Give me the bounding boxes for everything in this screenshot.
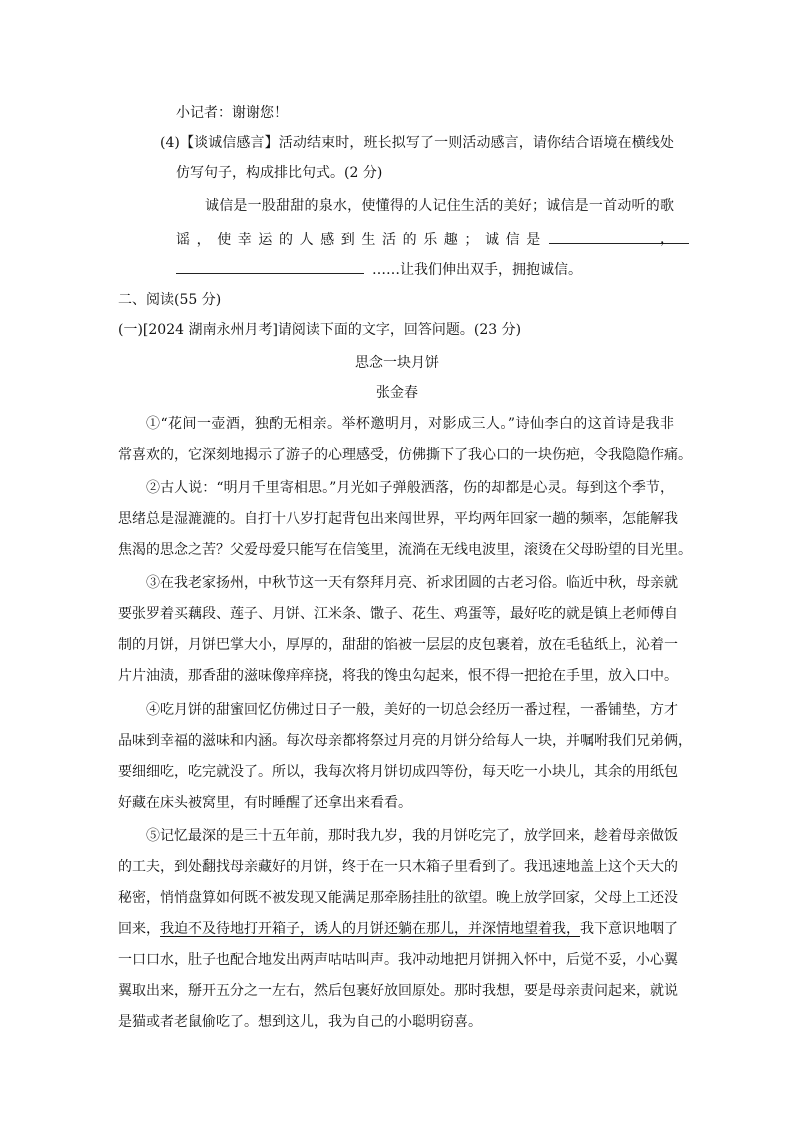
article-line: 片片油渍，那香甜的滋味像痒痒挠，将我的馋虫勾起来，恨不得一把抢在手里，放入口中。	[118, 668, 678, 684]
question4-answer-line3	[176, 259, 582, 280]
article-line: 好藏在床头被窝里，有时睡醒了还拿出来看看。	[118, 795, 412, 811]
question4-answer-line1: 诚信是一股甜甜的泉水，使懂得的人记住生活的美好；诚信是一首动听的歌	[205, 198, 674, 214]
section2-subheading: (一)[2024 湖南永州月考]请阅读下面的文字，回答问题。(23 分)	[118, 322, 522, 338]
article-line-underlined	[118, 919, 678, 939]
question4-prompt-line1: (4)【谈诚信感言】活动结束时，班长拟写了一则活动感言，请你结合语境在横线处	[160, 135, 674, 151]
question4-prompt-line2: 仿写句子，构成排比句式。(2 分)	[176, 165, 383, 181]
article-line-start: 回来，	[118, 921, 160, 937]
section2-heading: 二、阅读(55 分)	[118, 292, 222, 308]
article-line: ④吃月饼的甜蜜回忆仿佛过日子一般，美好的一切总会经历一番过程，一番铺垫，方才	[146, 702, 678, 718]
reporter-thanks-line: 小记者：谢谢您！	[176, 105, 288, 121]
article-line: 制的月饼，月饼巴掌大小，厚厚的，甜甜的馅被一层层的皮包裹着，放在毛毡纸上，沁着一	[118, 637, 678, 653]
article-line: 翼取出来，掰开五分之一左右，然后包裹好放回原处。那时我想，要是母亲责问起来，就说	[118, 983, 678, 999]
article-line: ③在我老家扬州，中秋节这一天有祭拜月亮、祈求团圆的古老习俗。临近中秋，母亲就	[146, 575, 678, 591]
article-line: 要张罗着买藕段、莲子、月饼、江米条、馓子、花生、鸡蛋等，最好吃的就是镇上老师傅自	[118, 606, 678, 622]
article-line: 焦渴的思念之苦？父爱母爱只能写在信笺里，流淌在无线电波里，滚烫在父母盼望的目光里。	[118, 542, 692, 558]
article-line: 要细细吃，吃完就没了。所以，我每次将月饼切成四等份，每天吃一小块儿，其余的用纸包	[118, 764, 678, 780]
article-line: 常喜欢的，它深刻地揭示了游子的心理感受，仿佛撕下了我心口的一块伤疤，令我隐隐作痛。	[118, 447, 692, 463]
article-line: 思绪总是湿漉漉的。自打十八岁打起背包出来闯世界，平均两年回家一趟的频率，怎能解我	[118, 511, 678, 527]
article-line: 的工夫，到处翻找母亲藏好的月饼，终于在一只木箱子里看到了。我迅速地盖上这个天大的	[118, 859, 678, 875]
answer-blank-2[interactable]	[176, 259, 364, 274]
article-title: 思念一块月饼	[355, 355, 439, 371]
article-line: ⑤记忆最深的是三十五年前，那时我九岁，我的月饼吃完了，放学回来，趁着母亲做饭	[146, 828, 678, 844]
article-line: 秘密，悄悄盘算如何既不被发现又能满足那牵肠挂肚的欲望。晚上放学回家，父母上工还没	[118, 890, 678, 906]
article-line: 是猫或者老鼠偷吃了。想到这儿，我为自己的小聪明窃喜。	[118, 1014, 482, 1030]
answer-line2-suffix: ，	[660, 231, 674, 247]
article-line: 一口口水，肚子也配合地发出两声咕咕叫声。我冲动地把月饼拥入怀中，后觉不妥，小心翼	[118, 952, 678, 968]
answer-line2-prefix: 谣，使幸运的人感到生活的乐趣；诚信是	[176, 232, 547, 248]
article-line: ①“花间一壶酒，独酌无相亲。举杯邀明月，对影成三人。”诗仙李白的这首诗是我非	[146, 416, 674, 432]
question4-answer-line2	[176, 229, 674, 250]
answer-line3-suffix: ……让我们伸出双手，拥抱诚信。	[372, 262, 582, 278]
underlined-sentence: 我迫不及待地打开箱子，诱人的月饼还躺在那儿，并深情地望着我，	[160, 921, 580, 937]
article-line: ②古人说：“明月千里寄相思。”月光如子弹般洒落，伤的却都是心灵。每到这个季节，	[146, 480, 674, 496]
article-line-end: 我下意识地咽了	[580, 921, 678, 937]
article-line: 品味到幸福的滋味和内涵。每次母亲都将祭过月亮的月饼分给每人一块，并嘱咐我们兄弟俩，	[118, 733, 692, 749]
article-author: 张金春	[376, 385, 418, 401]
